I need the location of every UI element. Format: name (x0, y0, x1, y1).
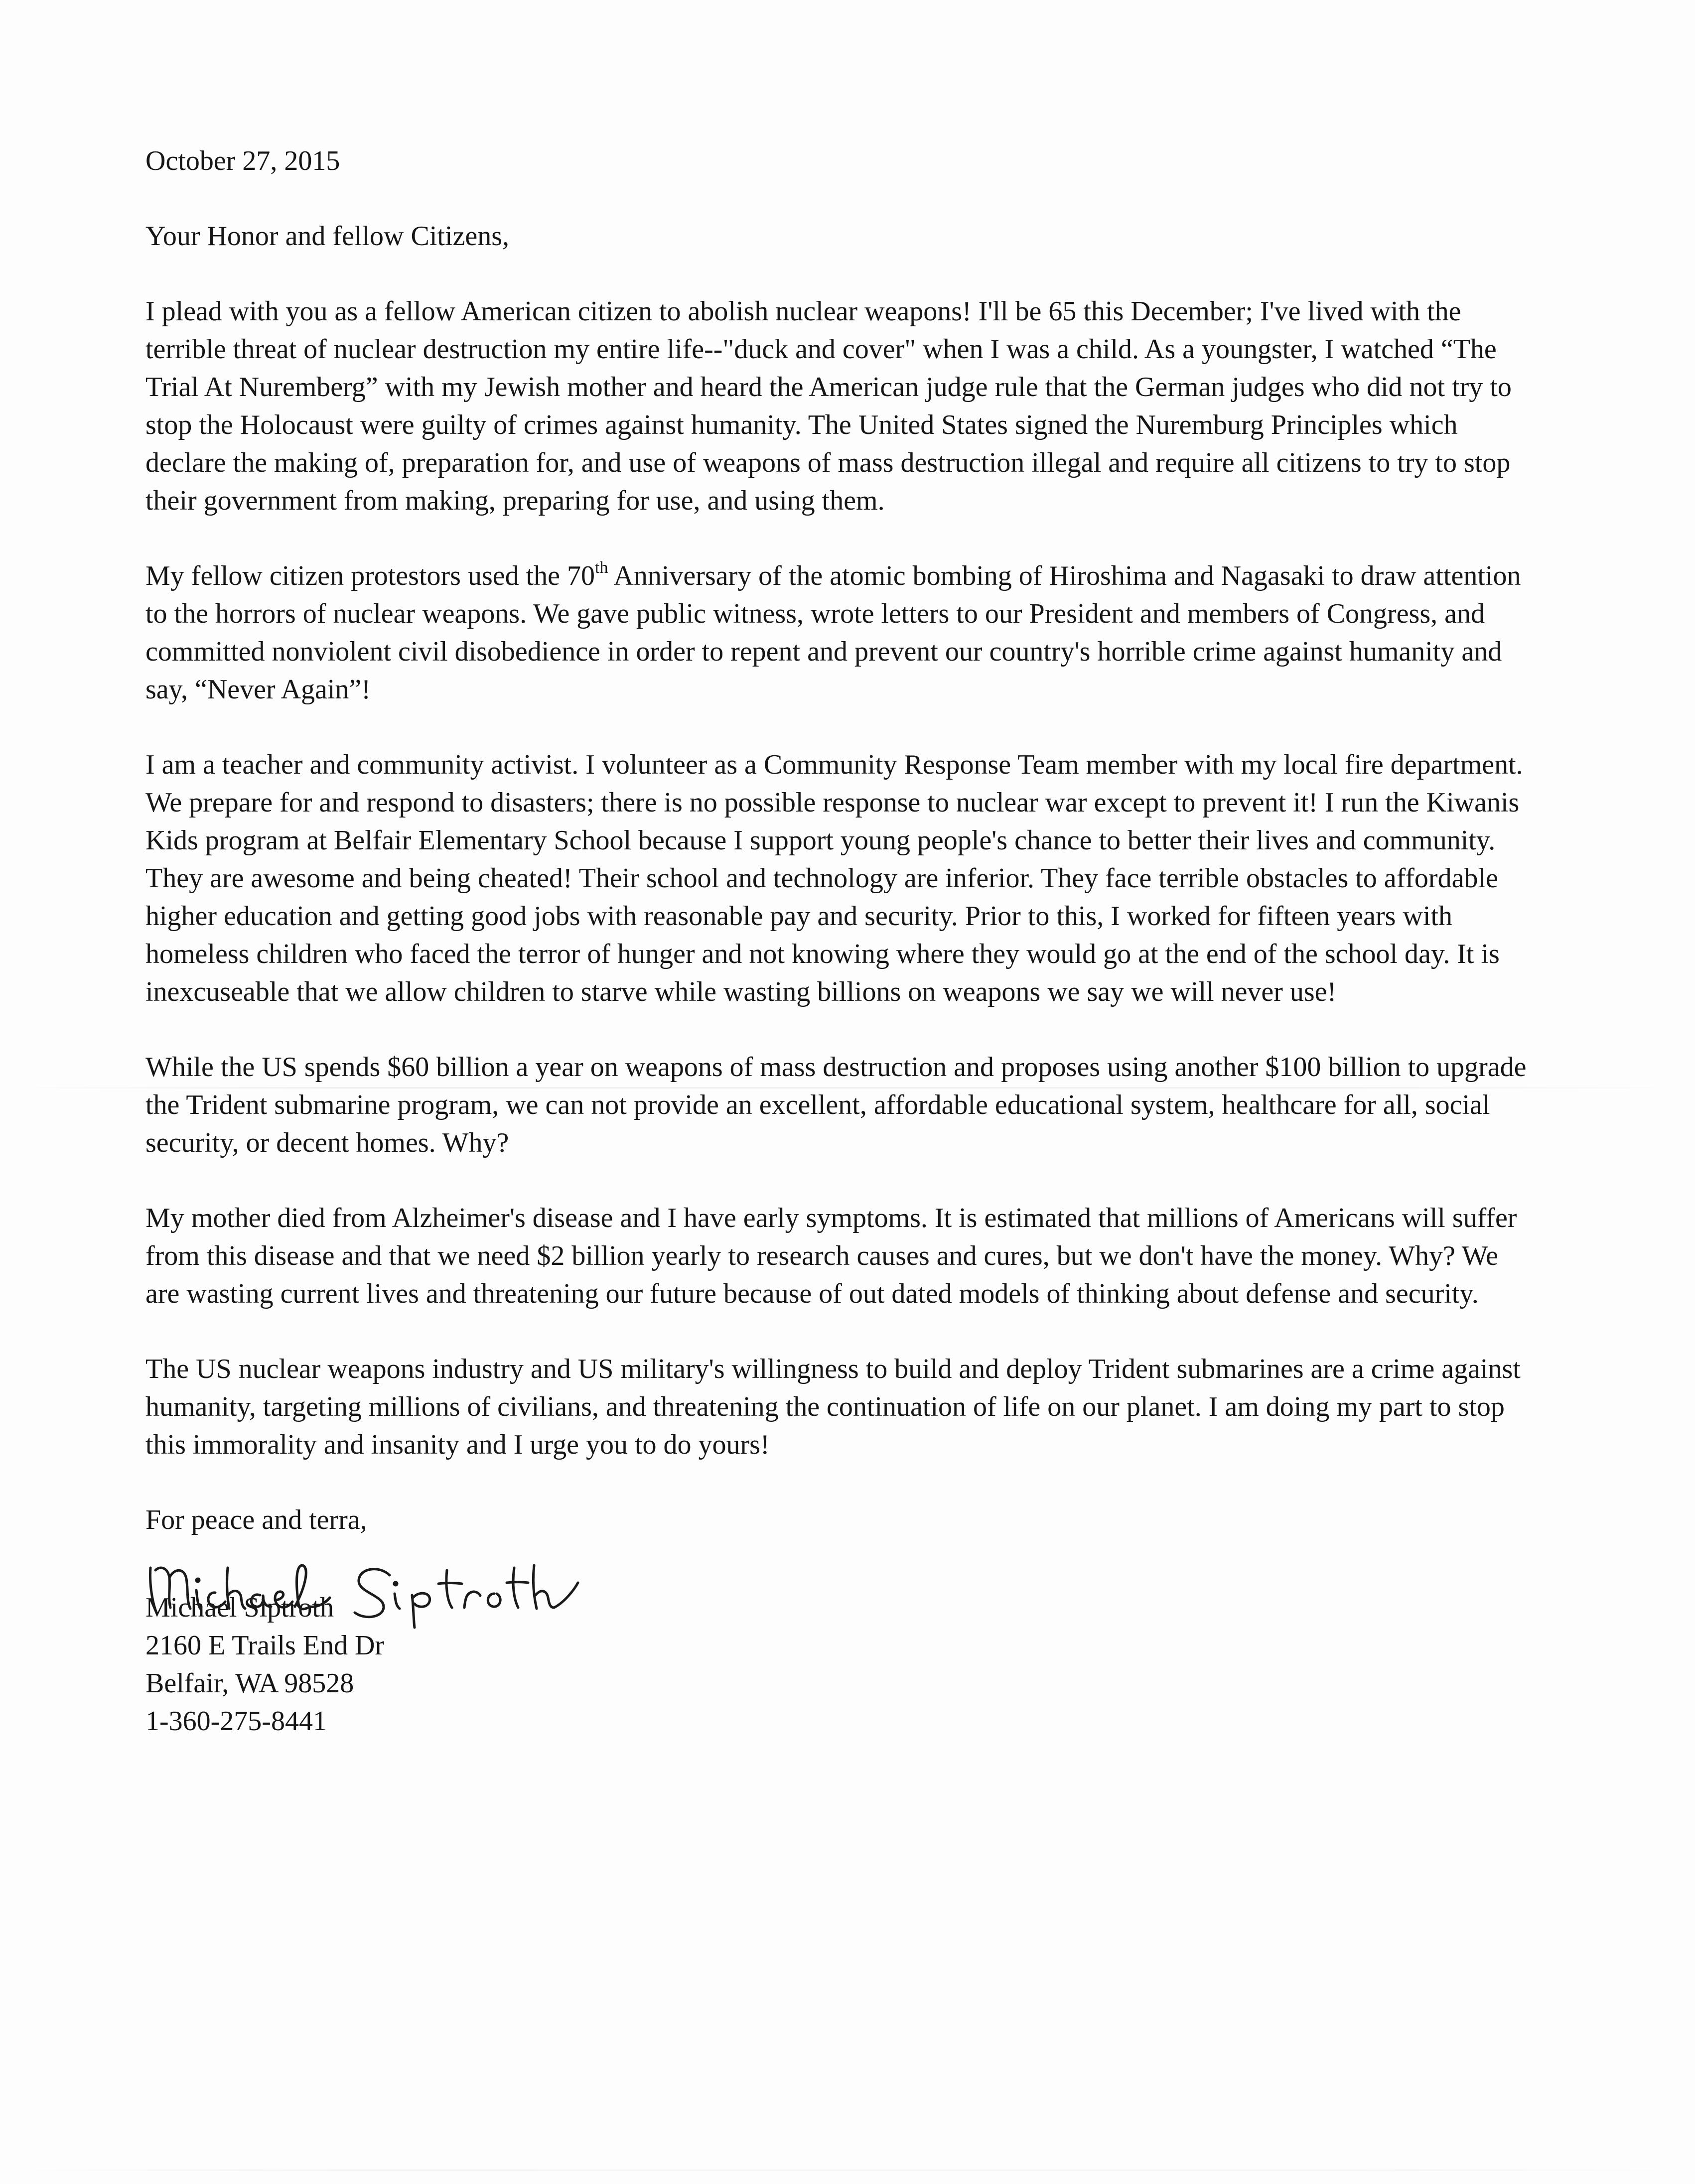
address-line-2: Belfair, WA 98528 (145, 1668, 354, 1699)
paragraph-2 (145, 557, 1531, 708)
paragraph-6: The US nuclear weapons industry and US military's willingness to build and deploy Trident submarines are a crime against humanity, targeting millions of civilians, and threatening the continuation of life on our planet. I am doing my part to stop this immorality and insanity and I urge you to do yours! (145, 1354, 1521, 1460)
letter-date: October 27, 2015 (145, 145, 340, 176)
handwritten-signature (141, 1548, 589, 1618)
paragraph-2-after: Anniversary of the atomic bombing of Hiroshima and Nagasaki to draw attention to the horrors of nuclear weapons. We gave public witness, wrote letters to our President and members of Congress, and committed nonviolent civil disobedience in order to repent and prevent our country's horrible crime against humanity and say, “Never Again”! (145, 560, 1521, 705)
address-line-1: 2160 E Trails End Dr (145, 1630, 385, 1661)
signer-name: Michael Siptroth (145, 1592, 334, 1623)
signature-drawing (141, 1548, 589, 1628)
closing: For peace and terra, (145, 1504, 367, 1535)
paragraph-4: While the US spends $60 billion a year on weapons of mass destruction and proposes using another $100 billion to upgrade the Trident submarine program, we can not provide an excellent, affordable educational system, healthcare for all, social security, or decent homes. Why? (145, 1052, 1527, 1158)
paragraph-5: My mother died from Alzheimer's disease and I have early symptoms. It is estimated that millions of Americans will suffer from this disease and that we need $2 billion yearly to research causes and cures, but we don't have the money. Why? We are wasting current lives and threatening our future because of out dated models of thinking about defense and security. (145, 1203, 1517, 1309)
letter-body (145, 142, 1531, 1740)
scan-artifact-line (0, 2170, 1695, 2171)
phone-number: 1-360-275-8441 (145, 1706, 327, 1737)
ordinal-suffix: th (595, 558, 608, 577)
salutation: Your Honor and fellow Citizens, (145, 221, 510, 252)
paragraph-3: I am a teacher and community activist. I volunteer as a Community Response Team member with my local fire department. We prepare for and respond to disasters; there is no possible response to nuclear war except to prevent it! I run the Kiwanis Kids program at Belfair Elementary School because I support young people's chance to better their lives and community. They are awesome and being cheated! Their school and technology are inferior. They face terrible obstacles to affordable higher education and getting good jobs with reasonable pay and security. Prior to this, I worked for fifteen years with homeless children who faced the terror of hunger and not knowing where they would go at the end of the school day. It is inexcuseable that we allow children to starve while wasting billions on weapons we say we will never use! (145, 749, 1523, 1007)
paragraph-1: I plead with you as a fellow American citizen to abolish nuclear weapons! I'll be 65 this December; I've lived with the terrible threat of nuclear destruction my entire life--"duck and cover" when I was a child. As a youngster, I watched “The Trial At Nuremberg” with my Jewish mother and heard the American judge rule that the German judges who did not try to stop the Holocaust were guilty of crimes against humanity. The United States signed the Nuremburg Principles which declare the making of, preparation for, and use of weapons of mass destruction illegal and require all citizens to try to stop their government from making, preparing for use, and using them. (145, 296, 1512, 516)
paragraph-2-before: My fellow citizen protestors used the 70 (145, 560, 595, 591)
